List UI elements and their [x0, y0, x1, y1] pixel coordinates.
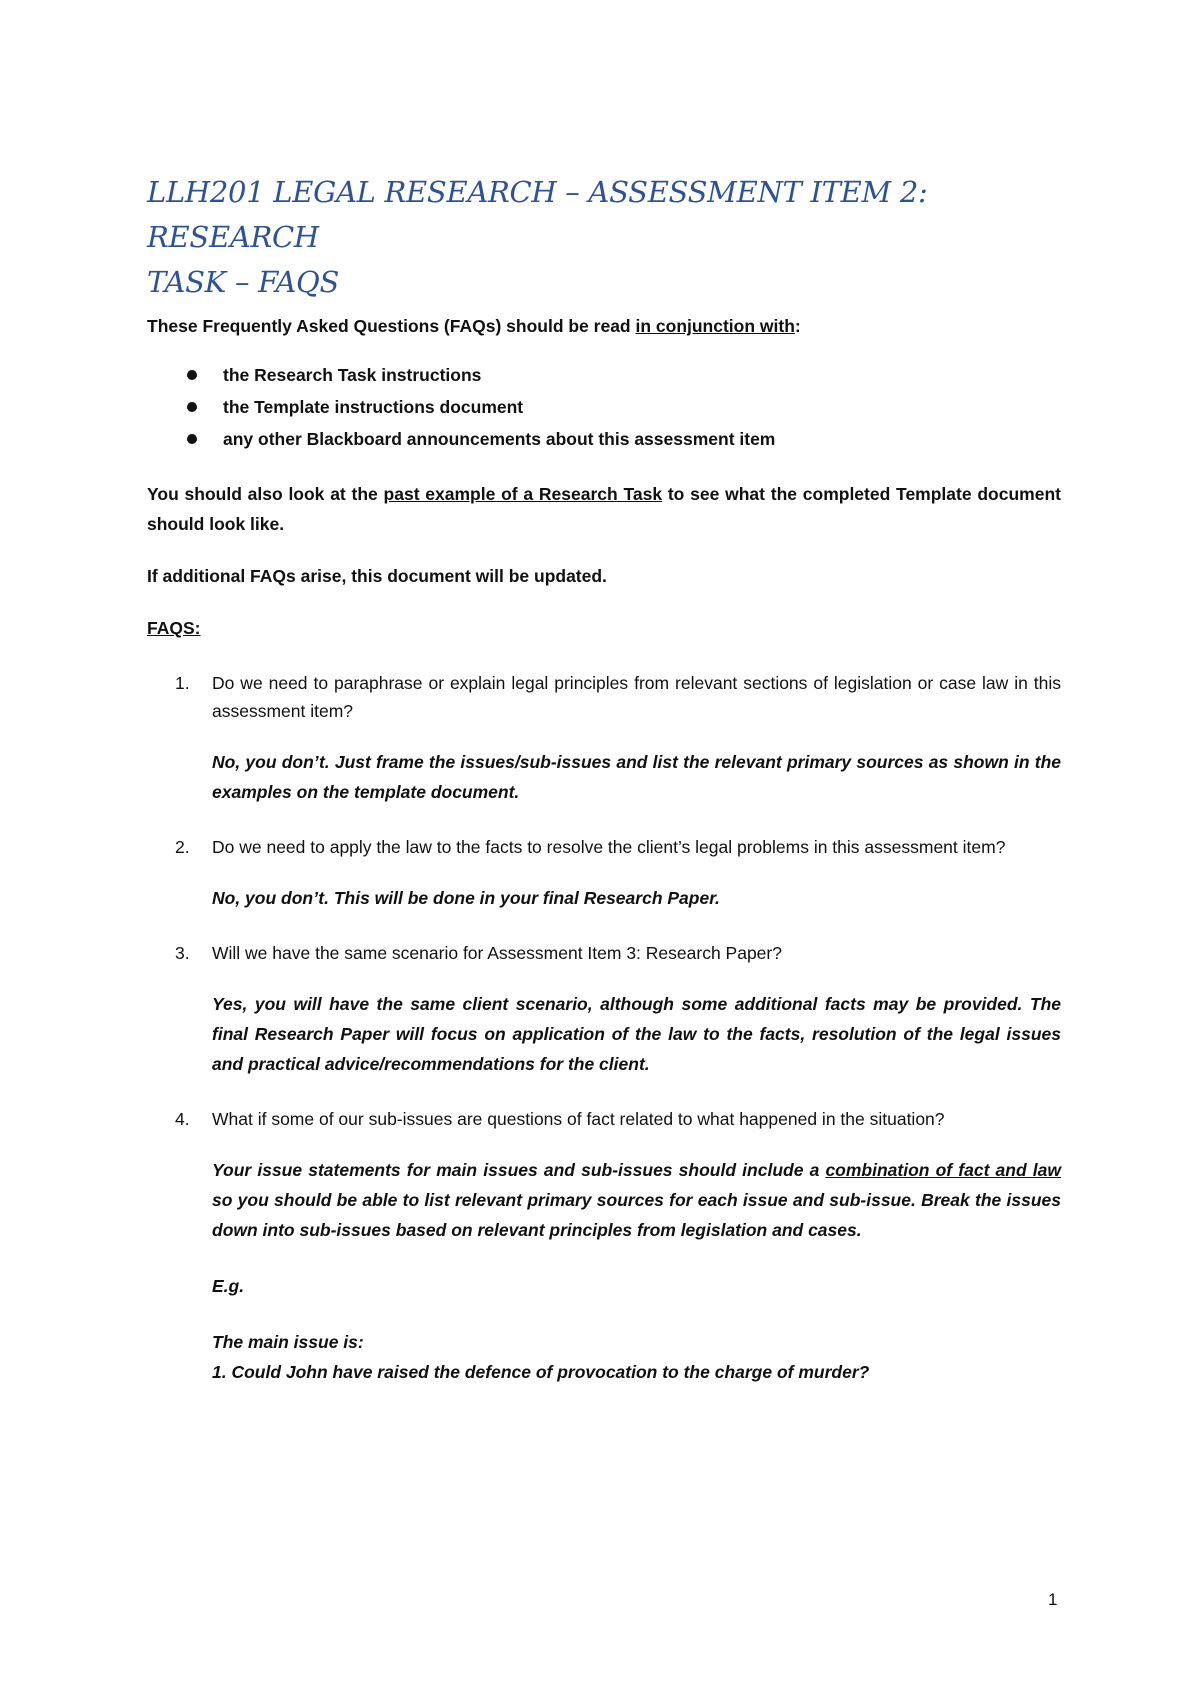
faq-question: Will we have the same scenario for Assessment Item 3: Research Paper? — [212, 943, 782, 963]
faq-number: 3. — [175, 943, 190, 963]
reading-list-item: the Template instructions document — [223, 391, 1061, 423]
faq-number: 4. — [175, 1109, 190, 1129]
faq-question: Do we need to apply the law to the facts to resolve the client’s legal problems in this assessment item? — [212, 837, 1006, 857]
past-example-paragraph — [147, 479, 1061, 539]
main-issue-label: The main issue is: — [212, 1332, 364, 1352]
faq-item — [147, 939, 1061, 1079]
past-example-text-end: to see what the completed Template document should look like. — [147, 484, 1061, 534]
faqs-heading-text: FAQS: — [147, 618, 201, 638]
faq-number: 2. — [175, 837, 190, 857]
document-title — [147, 170, 1061, 305]
page-number: 1 — [1048, 1590, 1058, 1609]
title-line-2: TASK – FAQS — [147, 265, 340, 299]
faq-answer-underlined: combination of fact and law — [825, 1160, 1062, 1180]
reading-list-item: any other Blackboard announcements about this assessment item — [223, 423, 1061, 455]
intro-colon: : — [794, 316, 801, 336]
faqs-heading — [147, 613, 1061, 643]
faq-item — [147, 833, 1061, 913]
faq-question: What if some of our sub-issues are questions of fact related to what happened in the situation? — [212, 1109, 945, 1129]
faq-answer-text-end: so you should be able to list relevant primary sources for each issue and sub-issue. Break the issues down into sub-issues based on relevant principles from legislation and cases. — [212, 1190, 1061, 1240]
faq-answer-text: Your issue statements for main issues and sub-issues should include a — [212, 1160, 826, 1180]
title-line-1: LLH201 LEGAL RESEARCH – ASSESSMENT ITEM 2: RESEARCH — [147, 175, 928, 254]
main-issue-block — [212, 1327, 1061, 1387]
faq-item — [147, 669, 1061, 807]
reading-list-item: the Research Task instructions — [223, 359, 1061, 391]
intro-paragraph — [147, 311, 1061, 341]
faq-list — [147, 669, 1061, 1387]
faq-number: 1. — [175, 673, 190, 693]
document-body — [147, 170, 1061, 1413]
faq-answer: No, you don’t. This will be done in your final Research Paper. — [212, 888, 720, 908]
past-example-link[interactable]: past example of a Research Task — [383, 484, 663, 504]
faq-item — [147, 1105, 1061, 1387]
main-issue-text: 1. Could John have raised the defence of provocation to the charge of murder? — [212, 1362, 870, 1382]
example-label: E.g. — [212, 1276, 245, 1296]
intro-text: These Frequently Asked Questions (FAQs) should be read — [147, 316, 636, 336]
intro-underlined-text: in conjunction with — [635, 316, 795, 336]
faq-answer — [212, 1155, 1061, 1245]
update-notice: If additional FAQs arise, this document will be updated. — [147, 566, 607, 586]
faq-question: Do we need to paraphrase or explain legal principles from relevant sections of legislation or case law in this assessment item? — [212, 673, 1061, 721]
past-example-text: You should also look at the — [147, 484, 384, 504]
reading-list — [147, 359, 1061, 455]
faq-answer: Yes, you will have the same client scenario, although some additional facts may be provided. The final Research Paper will focus on application of the law to the facts, resolution of the legal issues and practical advice/recommendations for the client. — [212, 994, 1061, 1074]
faq-answer: No, you don’t. Just frame the issues/sub-issues and list the relevant primary sources as shown in the examples on the template document. — [212, 752, 1061, 802]
